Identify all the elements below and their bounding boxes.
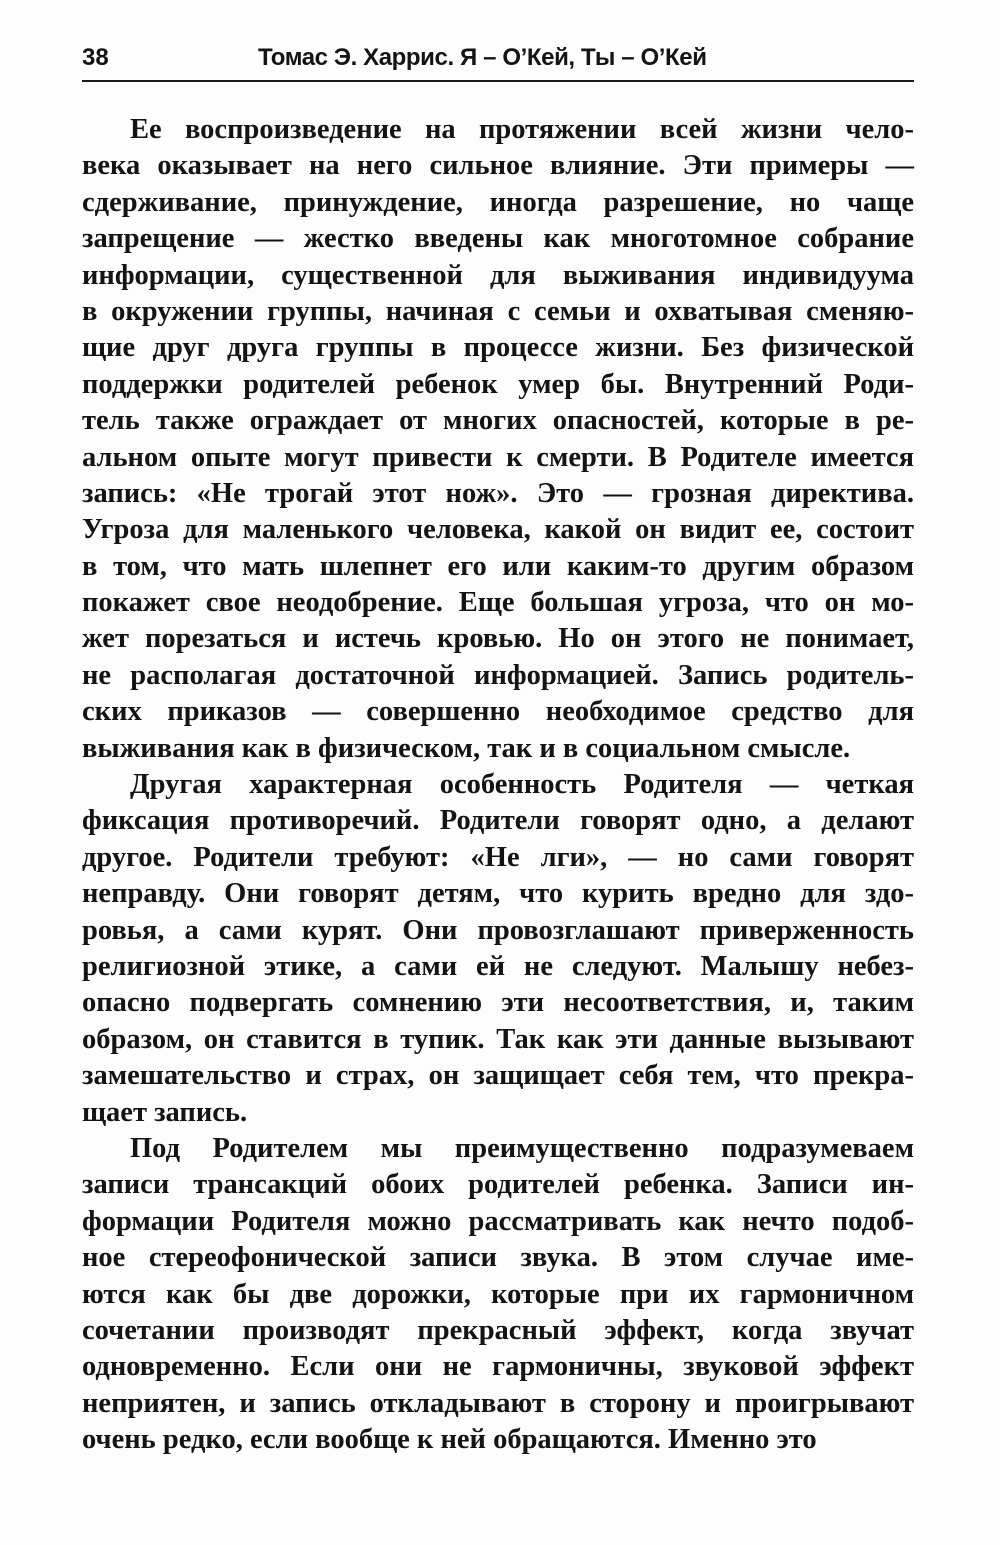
text-line: тель также ограждает от многих опасностей, которые в ре- xyxy=(82,405,914,437)
text-line: запись: «Не трогай этот нож». Это — грозная директива. xyxy=(82,477,914,509)
text-line: щает запись. xyxy=(82,1096,248,1128)
text-line: запрещение — жестко введены как многотомное собрание xyxy=(82,223,914,255)
header-rule xyxy=(82,80,914,82)
paragraph xyxy=(82,112,914,767)
text-line: неприятен, и запись откладывают в сторону и проигрывают xyxy=(82,1387,914,1419)
text-line: Ее воспроизведение на протяжении всей жизни чело- xyxy=(130,114,914,145)
running-header xyxy=(82,40,914,76)
text-line: формации Родителя можно рассматривать как нечто подоб- xyxy=(82,1205,914,1237)
text-line: замешательство и страх, он защищает себя тем, что прекра- xyxy=(82,1060,914,1092)
text-line: записи трансакций обоих родителей ребенка. Записи ин- xyxy=(82,1169,914,1201)
text-line: другое. Родители требуют: «Не лги», — но сами говорят xyxy=(82,841,914,873)
text-line: Другая характерная особенность Родителя — четкая xyxy=(130,769,914,801)
text-line: неправду. Они говорят детям, что курить вредно для здо- xyxy=(82,878,914,910)
text-line: щие друг друга группы в процессе жизни. Без физической xyxy=(82,332,914,364)
page-number: 38 xyxy=(82,44,109,71)
text-line: в том, что мать шлепнет его или каким-то другим образом xyxy=(82,550,914,582)
text-line: ное стереофонической записи звука. В этом случае име- xyxy=(82,1242,914,1274)
text-line: сочетании производят прекрасный эффект, когда звучат xyxy=(82,1314,914,1346)
text-line: религиозной этике, а сами ей не следуют. Малышу небез- xyxy=(82,950,914,982)
text-line: ровья, а сами курят. Они провозглашают приверженность xyxy=(82,914,914,946)
body-text xyxy=(82,112,914,1458)
text-line: одновременно. Если они не гармоничны, звуковой эффект xyxy=(82,1351,914,1383)
running-title: Томас Э. Харрис. Я – О’Кей, Ты – О’Кей xyxy=(258,44,707,71)
text-line: покажет свое неодобрение. Еще большая угроза, что он мо- xyxy=(82,587,914,619)
paragraph xyxy=(82,767,914,1131)
text-line: ются как бы две дорожки, которые при их гармоничном xyxy=(82,1278,914,1310)
text-line: не располагая достаточной информацией. Запись родитель- xyxy=(82,659,914,691)
text-line: информации, существенной для выживания индивидуума xyxy=(82,259,914,291)
text-line: сдерживание, принуждение, иногда разрешение, но чаще xyxy=(82,186,914,218)
text-line: образом, он ставится в тупик. Так как эти данные вызывают xyxy=(82,1023,914,1055)
text-line: очень редко, если вообще к ней обращаются. Именно это xyxy=(82,1424,817,1456)
text-line: ских приказов — совершенно необходимое средство для xyxy=(82,696,914,728)
text-line: опасно подвергать сомнению эти несоответствия, и, таким xyxy=(82,987,914,1019)
text-line: в окружении группы, начиная с семьи и охватывая сменяю- xyxy=(82,295,914,327)
paragraph xyxy=(82,1131,914,1459)
text-line: поддержки родителей ребенок умер бы. Внутренний Роди- xyxy=(82,368,914,400)
text-line: альном опыте могут привести к смерти. В Родителе имеется xyxy=(82,441,914,473)
text-line: Под Родителем мы преимущественно подразумеваем xyxy=(130,1132,914,1164)
text-line: жет порезаться и истечь кровью. Но он этого не понимает, xyxy=(82,623,914,655)
text-line: фиксация противоречий. Родители говорят одно, а делают xyxy=(82,805,914,837)
text-line: века оказывает на него сильное влияние. Эти примеры — xyxy=(82,150,914,182)
text-line: выживания как в физическом, так и в социальном смысле. xyxy=(82,732,851,764)
text-line: Угроза для маленького человека, какой он видит ее, состоит xyxy=(82,514,914,546)
